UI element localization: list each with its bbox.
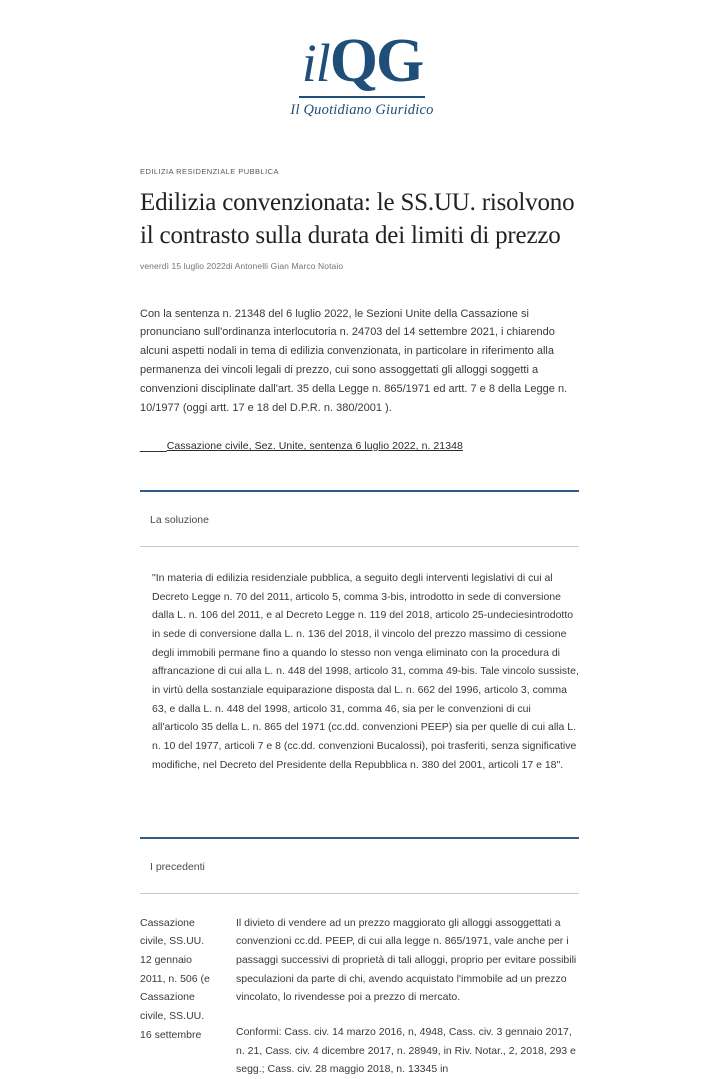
page-title: Edilizia convenzionata: le SS.UU. risolvono il contrasto sulla durata dei limiti di prezzo	[140, 186, 579, 253]
article-content	[0, 167, 724, 1079]
logo-main-text: QG	[330, 27, 422, 95]
masthead	[0, 0, 724, 139]
logo-divider	[299, 96, 425, 98]
table-row	[140, 914, 579, 1079]
reference-line	[140, 436, 579, 454]
precedent-source-cell	[140, 914, 236, 1079]
logo-wordmark	[290, 30, 433, 92]
solution-quote-block	[140, 547, 579, 801]
section-divider-thin-2	[140, 893, 579, 894]
article-kicker: EDILIZIA RESIDENZIALE PUBBLICA	[140, 167, 579, 176]
precedent-paragraph-1: Il divieto di vendere ad un prezzo maggiorato gli alloggi assoggettati a convenzioni cc.dd. PEEP, di cui alla legge n. 865/1971, vale anche per i passaggi successivi di proprietà di tali alloggi, proprio per evitare possibili speculazioni da parte di chi, avendo acquistato l'immobile ad un prezzo vincolato, lo rivendesse poi a prezzo di mercato.	[236, 914, 579, 1007]
logo-prefix: il	[302, 33, 330, 93]
article-lead	[140, 305, 579, 454]
logo-subtitle: Il Quotidiano Giuridico	[290, 103, 433, 118]
lead-paragraph: Con la sentenza n. 21348 del 6 luglio 2022, le Sezioni Unite della Cassazione si pronunciano sull'ordinanza interlocutoria n. 24703 del 14 settembre 2021, i chiarendo alcuni aspetti nodali in tema di edilizia convenzionata, in particolare in riferimento alla permanenza dei vincoli legali di prezzo, cui sono assoggettati gli alloggi soggetti a convenzioni disciplinate dall'art. 35 della Legge n. 865/1971 ed artt. 7 e 8 della Legge n. 10/1977 (oggi artt. 17 e 18 del D.P.R. n. 380/2001 ).	[140, 305, 579, 418]
case-reference-link[interactable]: Cassazione civile, Sez. Unite, sentenza 6 luglio 2022, n. 21348	[167, 440, 463, 452]
solution-quote-text: "In materia di edilizia residenziale pubblica, a seguito degli interventi legislativi di cui al Decreto Legge n. 70 del 2011, articolo 5, comma 3-bis, introdotto in sede di conversione dalla L. n. 106 del 2011, e al Decreto Legge n. 119 del 2018, articolo 25-undeciesintrodotto in sede di conversione dalla L. n. 136 del 2018, il vincolo del prezzo massimo di cessione degli immobili permane fino a quando lo stesso non venga eliminato con la procedura di affrancazione di cui alla L. n. 448 del 1998, articolo 31, comma 49-bis. Tale vincolo sussiste, in virtù della sostanziale equiparazione disposta dal L. n. 662 del 1996, articolo 3, comma 63, e dalla L. n. 448 del 1998, articolo 31, comma 46, sia per le convenzioni di cui all'articolo 35 della L. n. 865 del 1971 (cc.dd. convenzioni PEEP) sia per quelle di cui alla L. n. 10 del 1977, articoli 7 e 8 (cc.dd. convenzioni Bucalossi), poi trasferiti, senza significative modifiche, nel Decreto del Presidente della Repubblica n. 380 del 2001, articoli 17 e 18".	[152, 569, 579, 775]
precedent-paragraph-2: Conformi: Cass. civ. 14 marzo 2016, n, 4948, Cass. civ. 3 gennaio 2017, n. 21, Cass. civ. 4 dicembre 2017, n. 28949, in Riv. Notar., 2, 2018, 293 e segg.; Cass. civ. 28 maggio 2018, n. 13345 in	[236, 1023, 579, 1079]
precedent-source-text: Cassazione civile, SS.UU. 12 gennaio 2011, n. 506 (e Cassazione civile, SS.UU. 16 settembre	[140, 914, 218, 1045]
reference-dash: ___	[140, 436, 167, 453]
section-heading-precedents: I precedenti	[140, 839, 579, 893]
site-logo[interactable]	[290, 30, 433, 118]
article-byline: venerdì 15 luglio 2022di Antonelli Gian Marco Notaio	[140, 261, 579, 271]
precedents-table	[140, 914, 579, 1079]
section-heading-solution: La soluzione	[140, 492, 579, 546]
precedent-body-cell	[236, 914, 579, 1079]
